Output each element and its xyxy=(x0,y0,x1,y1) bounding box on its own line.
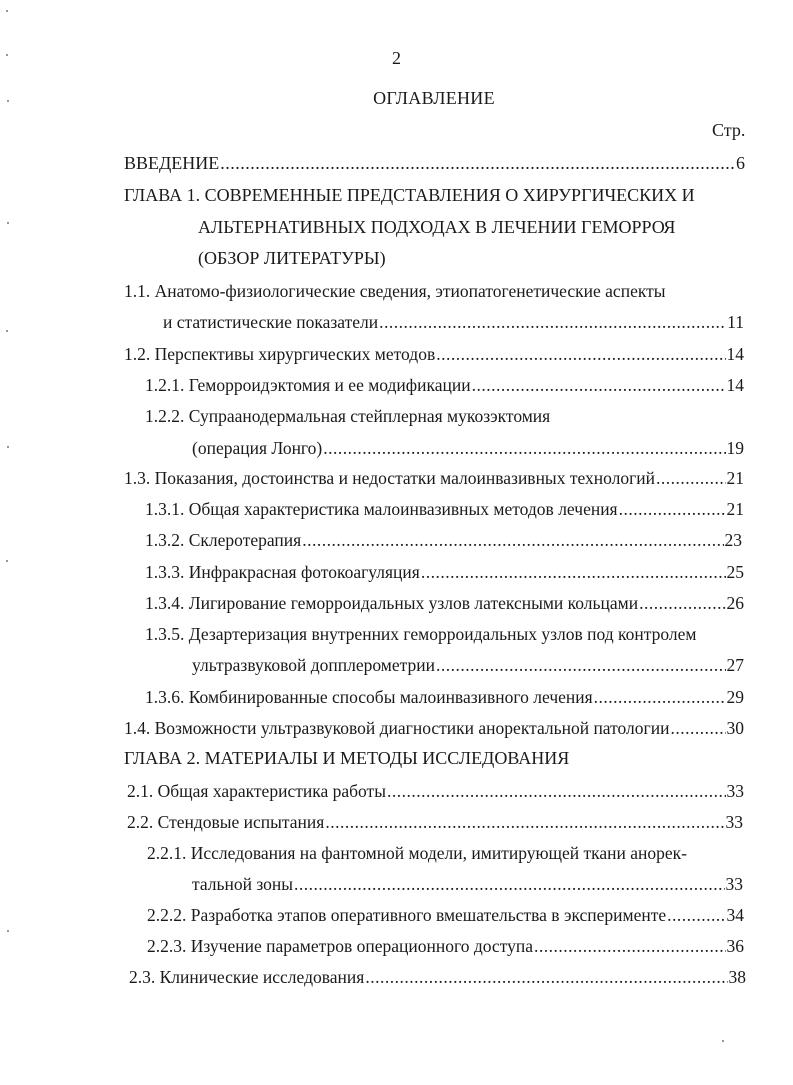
toc-entry-page: 33 xyxy=(726,781,744,801)
dot-leader xyxy=(436,343,725,365)
toc-entry xyxy=(145,561,744,583)
toc-entry-label: ВВЕДЕНИЕ xyxy=(124,153,220,173)
dot-leader xyxy=(325,811,724,833)
toc-entry-page: 23 xyxy=(724,530,742,550)
toc-entry-label: (ОБЗОР ЛИТЕРАТУРЫ) xyxy=(198,248,386,268)
toc-entry-label: 1.3.4. Лигирование геморроидальных узлов латексными кольцами xyxy=(145,593,639,613)
toc-entry xyxy=(145,623,696,645)
toc-entry xyxy=(192,873,743,895)
toc-entry-page: 21 xyxy=(726,499,744,519)
toc-entry-page: 6 xyxy=(736,153,745,173)
dot-leader xyxy=(294,873,724,895)
toc-chapter-heading-cont xyxy=(198,247,386,269)
toc-entry-label: и статистические показатели xyxy=(163,312,379,332)
toc-chapter-heading xyxy=(124,184,695,206)
dot-leader xyxy=(594,686,726,708)
scan-artifact xyxy=(7,930,9,932)
toc-entry xyxy=(163,311,744,333)
toc-entry xyxy=(192,437,744,459)
toc-entry xyxy=(145,592,744,614)
toc-entry xyxy=(147,935,744,957)
toc-entry xyxy=(192,654,744,676)
toc-entry xyxy=(127,811,743,833)
toc-chapter-heading xyxy=(124,747,569,769)
toc-entry-label: 1.3.5. Дезартеризация внутренних геморроидальных узлов под контролем xyxy=(145,624,697,644)
toc-entry xyxy=(147,842,687,864)
toc-entry xyxy=(124,152,745,174)
toc-entry-label: 2.2.2. Разработка этапов оперативного вмешательства в эксперименте xyxy=(147,905,667,925)
toc-entry-page: 14 xyxy=(726,375,744,395)
toc-entry-page: 25 xyxy=(726,562,744,582)
scan-artifact xyxy=(6,560,8,562)
page-column-label: Стр. xyxy=(712,120,746,140)
toc-entry-page: 11 xyxy=(727,312,744,332)
toc-entry xyxy=(145,498,744,520)
toc-entry-label: 2.1. Общая характеристика работы xyxy=(127,781,386,801)
toc-entry-label: 2.2.1. Исследования на фантомной модели, имитирующей ткани анорек- xyxy=(147,843,688,863)
toc-entry xyxy=(124,467,744,489)
toc-entry xyxy=(129,966,746,988)
page-number: 2 xyxy=(392,48,401,68)
toc-entry-label: 1.2. Перспективы хирургических методов xyxy=(124,344,436,364)
toc-entry xyxy=(147,904,744,926)
toc-entry xyxy=(127,780,744,802)
scan-artifact xyxy=(6,10,8,12)
toc-entry xyxy=(145,405,550,427)
toc-entry-label: 2.2. Стендовые испытания xyxy=(127,812,325,832)
scan-artifact xyxy=(6,330,8,332)
toc-entry xyxy=(124,343,744,365)
dot-leader xyxy=(220,152,735,174)
toc-entry xyxy=(145,529,742,551)
toc-entry-label: тальной зоны xyxy=(192,874,294,894)
dot-leader xyxy=(421,561,726,583)
toc-entry-page: 21 xyxy=(726,468,744,488)
toc-title: ОГЛАВЛЕНИЕ xyxy=(373,88,495,108)
scan-artifact xyxy=(7,222,9,224)
toc-entry-page: 29 xyxy=(726,687,744,707)
dot-leader xyxy=(619,498,726,520)
dot-leader xyxy=(534,935,726,957)
dot-leader xyxy=(639,592,725,614)
toc-entry xyxy=(124,717,744,739)
toc-entry-label: 1.4. Возможности ультразвуковой диагностики аноректальной патологии xyxy=(124,718,670,738)
toc-entry-label: 1.3.6. Комбинированные способы малоинвазивного лечения xyxy=(145,687,593,707)
dot-leader xyxy=(365,966,727,988)
dot-leader xyxy=(656,467,725,489)
dot-leader xyxy=(302,529,723,551)
toc-entry-page: 34 xyxy=(726,905,744,925)
toc-entry-page: 36 xyxy=(726,936,744,956)
toc-entry-page: 33 xyxy=(725,812,743,832)
toc-entry-label: ГЛАВА 1. СОВРЕМЕННЫЕ ПРЕДСТАВЛЕНИЯ О ХИРУРГИЧЕСКИХ И xyxy=(124,185,695,205)
toc-entry xyxy=(124,280,666,302)
toc-entry-label: 1.3.3. Инфракрасная фотокоагуляция xyxy=(145,562,420,582)
toc-entry-label: (операция Лонго) xyxy=(192,438,323,458)
toc-entry-label: 2.3. Клинические исследования xyxy=(129,967,365,987)
dot-leader xyxy=(387,780,726,802)
toc-entry-label: ГЛАВА 2. МАТЕРИАЛЫ И МЕТОДЫ ИССЛЕДОВАНИЯ xyxy=(124,748,570,768)
dot-leader xyxy=(670,717,725,739)
dot-leader xyxy=(667,904,725,926)
toc-entry-label: ультразвуковой допплерометрии xyxy=(192,655,435,675)
toc-entry-label: 1.2.2. Супраанодермальная стейплерная мукозэктомия xyxy=(145,406,551,426)
dot-leader xyxy=(379,311,726,333)
toc-entry-label: АЛЬТЕРНАТИВНЫХ ПОДХОДАХ В ЛЕЧЕНИИ ГЕМОРРОЯ xyxy=(198,217,676,237)
dot-leader xyxy=(472,374,726,396)
toc-entry-label: 1.1. Анатомо-физиологические сведения, этиопатогенетические аспекты xyxy=(124,281,666,301)
scan-artifact xyxy=(7,446,9,448)
toc-entry-page: 19 xyxy=(726,438,744,458)
scan-artifact xyxy=(6,54,8,56)
toc-entry xyxy=(145,686,744,708)
scan-artifact xyxy=(7,100,9,102)
toc-entry-label: 1.3. Показания, достоинства и недостатки малоинвазивных технологий xyxy=(124,468,656,488)
toc-entry-page: 27 xyxy=(726,655,744,675)
toc-entry-label: 1.3.1. Общая характеристика малоинвазивных методов лечения xyxy=(145,499,618,519)
toc-entry-page: 30 xyxy=(726,718,744,738)
dot-leader xyxy=(436,654,726,676)
toc-entry-page: 38 xyxy=(728,967,746,987)
toc-entry-page: 33 xyxy=(725,874,743,894)
scan-artifact xyxy=(722,1040,724,1042)
toc-entry-label: 2.2.3. Изучение параметров операционного доступа xyxy=(147,936,533,956)
dot-leader xyxy=(323,437,725,459)
toc-entry-page: 14 xyxy=(726,344,744,364)
toc-entry-page: 26 xyxy=(726,593,744,613)
toc-entry-label: 1.3.2. Склеротерапия xyxy=(145,530,302,550)
toc-entry xyxy=(145,374,744,396)
toc-chapter-heading-cont xyxy=(198,216,675,238)
toc-entry-label: 1.2.1. Геморроидэктомия и ее модификации xyxy=(145,375,471,395)
